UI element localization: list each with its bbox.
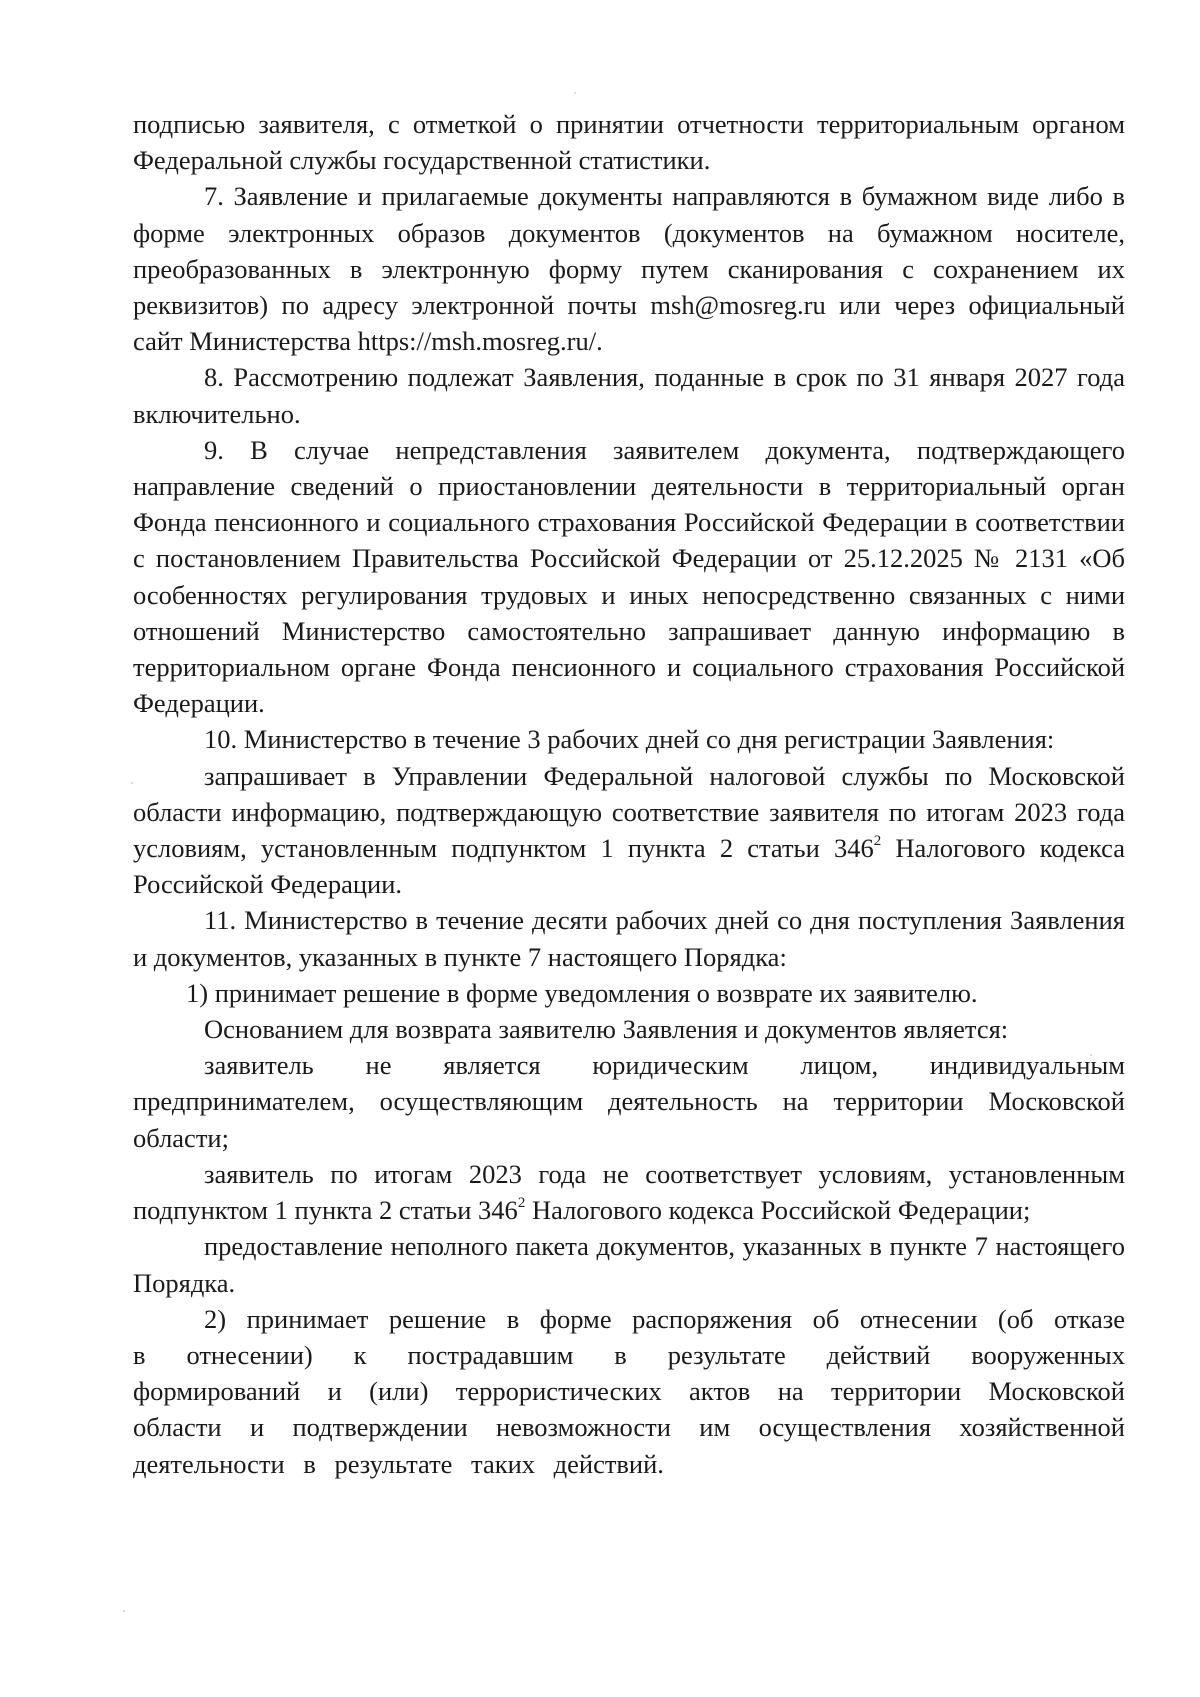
paragraph-10: 10. Министерство в течение 3 рабочих дней со дня регистрации Заявления: [204,724,1055,755]
paragraph-11-subitem-2: 2) принимает решение в форме распоряжения об отнесении (об отказе в отнесении) к пострадавшим в результате действий вооруженных формирований и (или) террористических актов на территории Московской области и подтверждении невозможности им осуществления хозяйственной деятельности в результате таких действий. [133,1303,1125,1479]
paragraph-11-basis-2-text: заявитель по итогам 2023 года не соответствует условиям, установленным подпунктом 1 пункта 2 статьи 346 [133,1158,1125,1226]
paragraph-11-basis-1: заявитель не является юридическим лицом, индивидуальным предпринимателем, осуществляющим деятельность на территории Московской области; [133,1050,1125,1153]
paragraph-continuation: подписью заявителя, с отметкой о принятии отчетности территориальным органом Федеральной службы государственной статистики. [133,109,1125,176]
paragraph-11-basis-3: предоставление неполного пакета документов, указанных в пункте 7 настоящего Порядка. [133,1231,1125,1298]
paragraph-10-item [133,758,1125,903]
paragraph-11-basis: Основанием для возврата заявителю Заявления и документов является: [204,1014,1009,1045]
paragraph-8: 8. Рассмотрению подлежат Заявления, поданные в срок по 31 января 2027 года включительно. [133,362,1125,429]
document-body [133,106,1125,1482]
paragraph-7: 7. Заявление и прилагаемые документы направляются в бумажном виде либо в форме электронных образов документов (документов на бумажном носителе, преобразованных в электронную форму путем сканирования с сохранением их реквизитов) по адресу электронной почты msh@mosreg.ru или через официальный сайт Министерства https://msh.mosreg.ru/. [133,181,1125,357]
paragraph-11-subitem-1: 1) принимает решение в форме уведомления о возврате их заявителю. [186,977,978,1008]
paragraph-10-item-text: запрашивает в Управлении Федеральной налоговой службы по Московской области информацию, подтверждающую соответствие заявителя по итогам 2023 года условиям, установленным подпунктом 1 пункта 2 статьи 346 [133,760,1125,864]
paragraph-9: 9. В случае непредставления заявителем документа, подтверждающего направление сведений о приостановлении деятельности в территориальный орган Фонда пенсионного и социального страхования Российской Федерации в соответствии с постановлением Правительства Российской Федерации от 25.12.2025 № 2131 «Об особенностях регулирования трудовых и иных непосредственно связанных с ними отношений Министерство самостоятельно запрашивает данную информацию в территориальном органе Фонда пенсионного и социального страхования Российской Федерации. [133,434,1125,719]
paragraph-10-item-tail: Налогового кодекса Российской Федерации. [133,833,1125,900]
paragraph-11-basis-2 [133,1156,1125,1228]
paragraph-11: 11. Министерство в течение десяти рабочих дней со дня поступления Заявления и документов, указанных в пункте 7 настоящего Порядка: [133,905,1125,972]
paragraph-11-basis-2-tail: Налогового кодекса Российской Федерации; [525,1195,1031,1226]
superscript: 2 [873,833,882,850]
scan-speck [574,92,576,94]
superscript: 2 [517,1195,526,1212]
scan-speck [123,1610,125,1612]
